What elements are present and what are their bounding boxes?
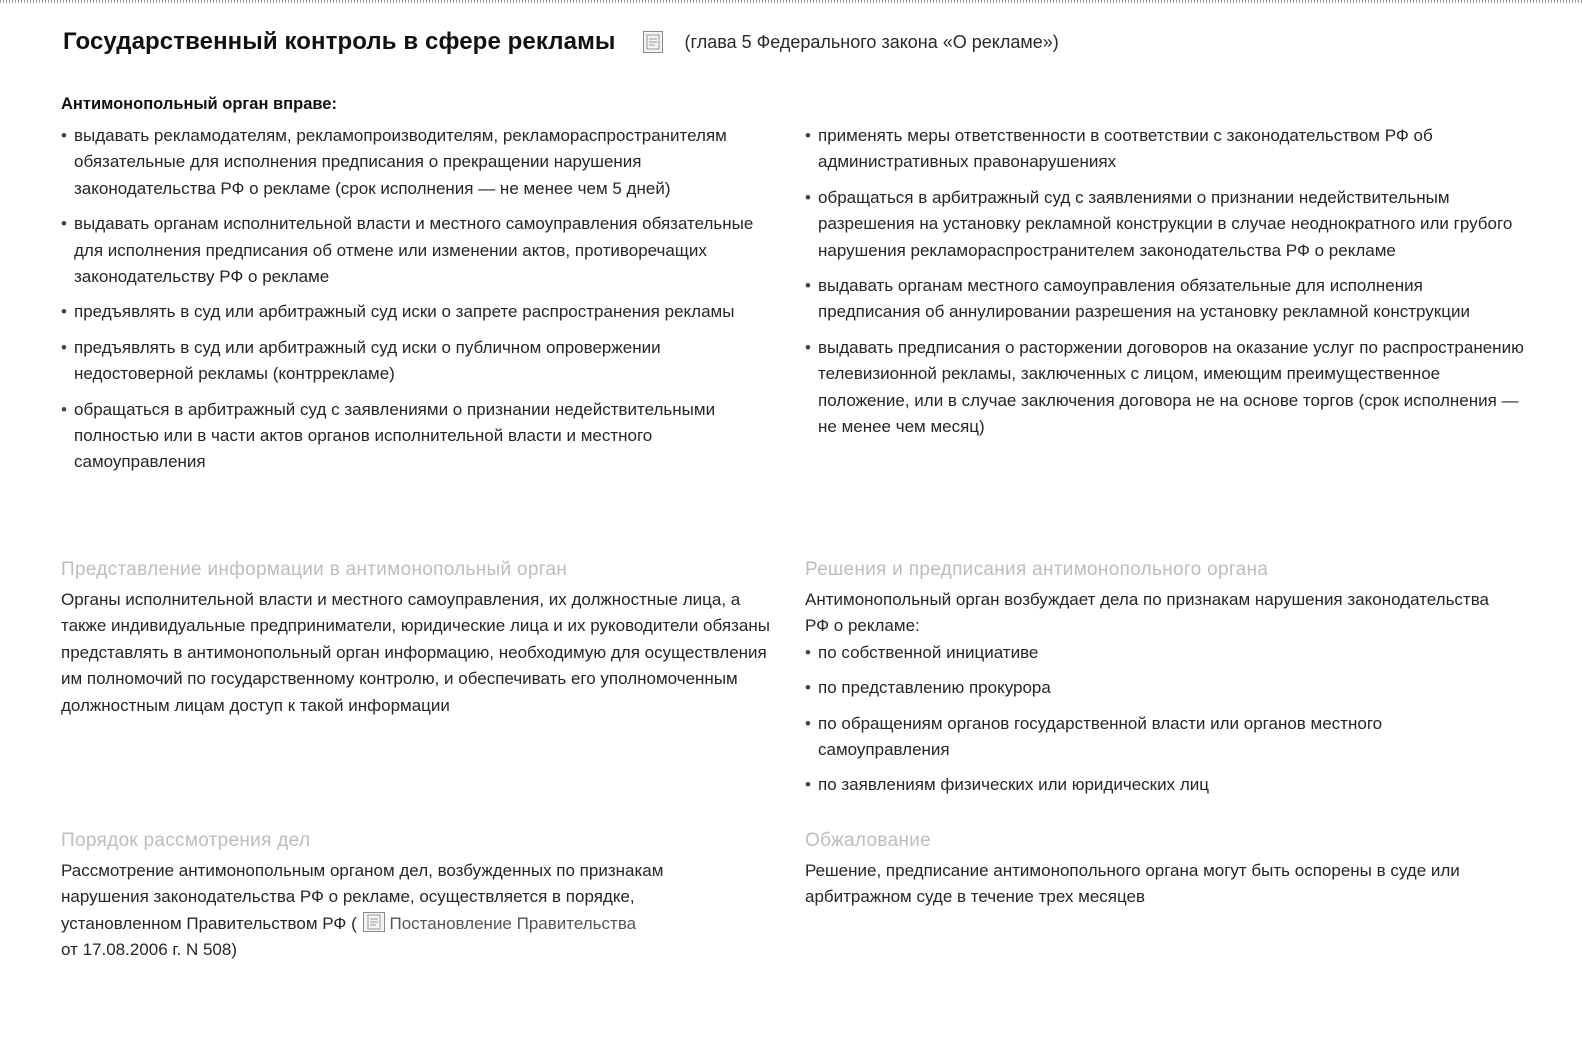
- title-note: (глава 5 Федерального закона «О рекламе»): [684, 31, 1059, 52]
- list-item: • выдавать органам исполнительной власти и местного самоуправления обязательные для исполнения предписания об отмене или изменении актов, противоречащих законодательству РФ о рекламе: [61, 211, 781, 290]
- rights-left-column: [61, 94, 781, 485]
- rights-heading: Антимонопольный орган вправе:: [61, 95, 337, 113]
- document-icon[interactable]: [643, 31, 663, 53]
- section-body: [61, 858, 751, 964]
- rights-right-list: [805, 123, 1525, 440]
- rights-right-column: [805, 94, 1525, 449]
- section-title: Решения и предписания антимонопольного органа: [805, 559, 1269, 580]
- page-title: Государственный контроль в сфере рекламы: [63, 28, 616, 55]
- section-body: Органы исполнительной власти и местного самоуправления, их должностные лица, а также индивидуальные предприниматели, юридические лица и их руководители обязаны представлять в антимонопольный орган информацию, необходимую для осуществления им полномочий по государственному контролю, и обеспечивать его уполномоченным должностным лицам доступ к такой информации: [61, 590, 770, 715]
- list-item: • по обращениям органов государственной власти или органов местного самоуправления: [805, 711, 1505, 764]
- list-item: • по собственной инициативе: [805, 640, 1505, 666]
- info-section: [61, 558, 781, 719]
- procedure-date: от 17.08.2006 г. N 508): [61, 940, 237, 960]
- list-item: • выдавать органам местного самоуправления обязательные для исполнения предписания об аннулировании разрешения на установку рекламной конструкции: [805, 273, 1525, 326]
- appeal-section: [805, 829, 1505, 911]
- section-body: Решение, предписание антимонопольного органа могут быть оспорены в суде или арбитражном суде в течение трех месяцев: [805, 861, 1460, 907]
- list-item: • по представлению прокурора: [805, 675, 1505, 701]
- regulation-link[interactable]: Постановление Правительства: [389, 913, 637, 933]
- document-icon[interactable]: [363, 912, 385, 932]
- rights-left-list: [61, 123, 781, 476]
- section-title: Обжалование: [805, 830, 932, 851]
- list-item: • применять меры ответственности в соответствии с законодательством РФ об административных правонарушениях: [805, 123, 1525, 176]
- list-item: • предъявлять в суд или арбитражный суд иски о запрете распространения рекламы: [61, 299, 781, 325]
- procedure-text: Рассмотрение антимонопольным органом дел, возбужденных по признакам нарушения законодательства РФ о рекламе, осуществляется в порядке, установленном Правительством РФ (: [61, 861, 664, 933]
- page-header: [63, 28, 1059, 56]
- list-item: • выдавать рекламодателям, рекламопроизводителям, рекламораспространителям обязательные для исполнения предписания о прекращении нарушения законодательства РФ о рекламе (срок исполнения — не менее чем 5 дней): [61, 123, 781, 202]
- list-item: • выдавать предписания о расторжении договоров на оказание услуг по распространению телевизионной рекламы, заключенных с лицом, имеющим преимущественное положение, или в случае заключения договора не на основе торгов (срок исполнения — не менее чем месяц): [805, 335, 1525, 441]
- section-title: Представление информации в антимонопольный орган: [61, 559, 568, 580]
- section-intro: Антимонопольный орган возбуждает дела по признакам нарушения законодательства РФ о рекламе:: [805, 590, 1490, 636]
- top-dotted-border: [0, 0, 1582, 3]
- section-title: Порядок рассмотрения дел: [61, 830, 311, 851]
- list-item: • обращаться в арбитражный суд с заявлениями о признании недействительными полностью или в части актов органов исполнительной власти и местного самоуправления: [61, 397, 781, 476]
- list-item: • предъявлять в суд или арбитражный суд иски о публичном опровержении недостоверной рекламы (контррекламе): [61, 335, 781, 388]
- procedure-section: [61, 829, 751, 964]
- decisions-list: [805, 640, 1505, 799]
- list-item: • по заявлениям физических или юридических лиц: [805, 772, 1505, 798]
- decisions-section: [805, 558, 1505, 808]
- list-item: • обращаться в арбитражный суд с заявлениями о признании недействительным разрешения на установку рекламной конструкции в случае неоднократного или грубого нарушения рекламораспространителем законодательства РФ о рекламе: [805, 185, 1525, 264]
